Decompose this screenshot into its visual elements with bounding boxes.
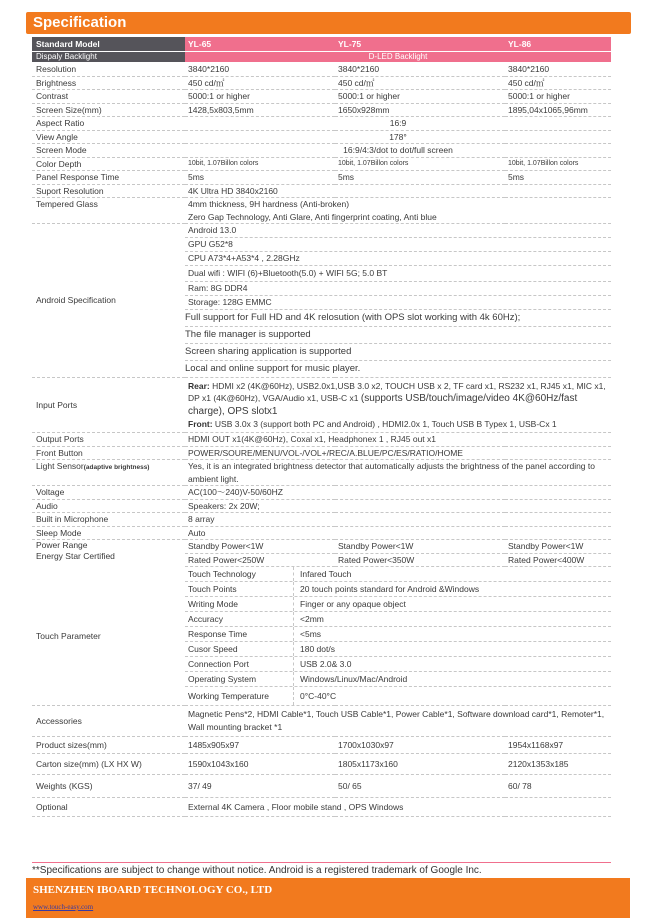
touch-param-value: 20 touch points standard for Android &Windows — [300, 584, 480, 594]
cell-value: 1700x1030x97 — [335, 737, 505, 754]
cell-value: 5000:1 or higher — [335, 90, 505, 104]
row-label: Aspect Ratio — [32, 117, 185, 131]
android-line: Android 13.0 — [185, 224, 611, 238]
rated-power: Rated Power<250W — [188, 554, 265, 565]
footer-bar — [26, 878, 630, 918]
cell-value: HDMI OUT x1(4K@60Hz), Coxal x1, Headphonex 1 , RJ45 out x1 — [185, 433, 611, 447]
cell-value: 8 array — [185, 513, 611, 527]
touch-param-row — [185, 657, 611, 672]
power-col — [185, 540, 335, 567]
model-yl75: YL-75 — [335, 37, 505, 52]
row-label: Suport Resolution — [32, 184, 185, 198]
cell-value: External 4K Camera , Floor mobile stand , OPS Windows — [185, 798, 611, 817]
table-row — [32, 433, 611, 447]
android-line: GPU G52*8 — [185, 238, 611, 252]
touch-param-key: Response Time — [185, 627, 294, 641]
cell-value: 37/ 49 — [185, 775, 335, 798]
row-label: Built in Microphone — [32, 513, 185, 527]
row-label: View Angle — [32, 130, 185, 144]
cell-value: 10bit, 1.07Billon colors — [185, 157, 335, 171]
row-label: Color Depth — [32, 157, 185, 171]
table-row — [32, 567, 611, 706]
rear-label: Rear: — [188, 381, 210, 391]
cell-value: 1650x928mm — [335, 103, 505, 117]
energy-star-label: Energy Star Certified — [36, 551, 115, 561]
touch-param-row — [185, 567, 611, 582]
row-label: Input Ports — [32, 378, 185, 433]
row-label: Output Ports — [32, 433, 185, 447]
cell-value: 450 cd/㎡ — [505, 76, 611, 90]
touch-param-key: Connection Port — [185, 657, 294, 671]
row-label: Brightness — [32, 76, 185, 90]
touch-param-row — [185, 687, 611, 705]
cell-value: 10bit, 1.07Billon colors — [335, 157, 505, 171]
table-row — [32, 103, 611, 117]
table-row — [32, 798, 611, 817]
cell-value: 3840*2160 — [505, 63, 611, 77]
company-name: SHENZHEN IBOARD TECHNOLOGY CO., LTD — [33, 884, 273, 896]
model-header-row — [32, 37, 611, 52]
cell-value: POWER/SOURE/MENU/VOL-/VOL+/REC/A.BLUE/PC/ES/RATIO/HOME — [185, 446, 611, 460]
spec-table — [32, 37, 611, 817]
table-row — [32, 526, 611, 540]
front-text: USB 3.0x 3 (support both PC and Android) , HDMI2.0x 1, Touch USB B Typex 1, USB-Cx 1 — [214, 419, 557, 429]
android-line: Local and online support for music player. — [185, 363, 361, 374]
row-label: Screen Mode — [32, 144, 185, 158]
power-col — [335, 540, 505, 567]
row-label — [32, 540, 185, 567]
row-label: Contrast — [32, 90, 185, 104]
row-label: Carton size(mm) (LX HX W) — [32, 754, 185, 775]
spec-header-bar — [26, 12, 631, 34]
front-label: Front: — [188, 419, 213, 429]
page-title: Specification — [33, 14, 127, 31]
touch-param-key: Operating System — [185, 672, 294, 686]
touch-param-row — [185, 597, 611, 612]
standby-power: Standby Power<1W — [335, 540, 505, 554]
cell-value: 16:9 — [185, 117, 611, 131]
backlight-row — [32, 52, 611, 63]
table-row — [32, 63, 611, 77]
touch-param-value: 180 dot/s — [300, 644, 335, 654]
cell-value: 178° — [185, 130, 611, 144]
cell-value: 1485x905x97 — [185, 737, 335, 754]
row-label: Audio — [32, 499, 185, 513]
input-ports-value — [185, 378, 611, 433]
rated-power: Rated Power<400W — [508, 554, 585, 565]
table-row — [32, 513, 611, 527]
table-row — [32, 224, 611, 378]
touch-param-value: USB 2.0& 3.0 — [300, 659, 352, 669]
android-line: Dual wifi : WIFI (6)+Bluetooth(5.0) + WIFI 5G; 5.0 BT — [185, 266, 611, 282]
footer-divider — [32, 862, 611, 863]
row-label: Tempered Glass — [32, 198, 185, 224]
touch-param-value: Infared Touch — [300, 569, 352, 579]
standby-power: Standby Power<1W — [185, 540, 335, 554]
glass-line: Zero Gap Technology, Anti Glare, Anti fingerprint coating, Anti blue — [188, 211, 437, 222]
touch-param-key: Working Temperature — [185, 687, 294, 705]
table-row — [32, 754, 611, 775]
touch-param-value: 0°C-40°C — [300, 691, 337, 701]
row-label: Screen Size(mm) — [32, 103, 185, 117]
row-label — [32, 460, 185, 486]
android-line: The file manager is supported — [185, 327, 611, 344]
touch-param-value: <2mm — [300, 614, 324, 624]
row-label: Touch Parameter — [32, 567, 185, 706]
cell-value: 450 cd/㎡ — [335, 76, 505, 90]
row-label: Panel Response Time — [32, 171, 185, 185]
table-row — [32, 171, 611, 185]
cell-value: Speakers: 2x 20W; — [185, 499, 611, 513]
disclaimer-note: **Specifications are subject to change without notice. Android is a registered trademark of Google Inc. — [32, 865, 482, 876]
standard-model-label: Standard Model — [32, 37, 185, 52]
table-row — [32, 130, 611, 144]
table-row — [32, 775, 611, 798]
android-line: Full support for Full HD and 4K relosution (with OPS slot working with 4k 60Hz); — [185, 310, 611, 327]
row-label: Dispaly Backlight — [32, 52, 185, 63]
touch-param-row — [185, 627, 611, 642]
table-row — [32, 184, 611, 198]
row-label: Optional — [32, 798, 185, 817]
cell-value: 50/ 65 — [335, 775, 505, 798]
android-line: Storage: 128G EMMC — [185, 296, 611, 310]
table-row — [32, 446, 611, 460]
row-label: Product sizes(mm) — [32, 737, 185, 754]
cell-value: 16:9/4:3/dot to dot/full screen — [185, 144, 611, 158]
row-label: Resolution — [32, 63, 185, 77]
light-sensor-sublabel: (adaptive brightness) — [83, 464, 150, 471]
table-row — [32, 157, 611, 171]
table-row — [32, 499, 611, 513]
touch-param-value: Windows/Linux/Mac/Android — [300, 674, 408, 684]
row-label: Accessories — [32, 706, 185, 737]
cell-value: 450 cd/㎡ — [185, 76, 335, 90]
model-yl86: YL-86 — [505, 37, 611, 52]
standby-power: Standby Power<1W — [505, 540, 611, 554]
cell-value: 5000:1 or higher — [185, 90, 335, 104]
touch-param-key: Cusor Speed — [185, 642, 294, 656]
company-link[interactable]: www.touch-easy.com — [33, 903, 94, 911]
cell-value: 5ms — [505, 171, 611, 185]
cell-value: 2120x1353x185 — [505, 754, 611, 775]
row-label: Front Button — [32, 446, 185, 460]
table-row — [32, 117, 611, 131]
touch-param-row — [185, 672, 611, 687]
row-label: Weights (KGS) — [32, 775, 185, 798]
table-row — [32, 76, 611, 90]
table-row — [32, 378, 611, 433]
cell-value: 3840*2160 — [185, 63, 335, 77]
cell-value: 1954x1168x97 — [505, 737, 611, 754]
table-row — [32, 706, 611, 737]
cell-value: 1895,04x1065,96mm — [505, 103, 611, 117]
touch-param-row — [185, 582, 611, 597]
model-yl65: YL-65 — [185, 37, 335, 52]
cell-value: 3840*2160 — [335, 63, 505, 77]
touch-param-value: <5ms — [300, 629, 322, 639]
table-row — [32, 90, 611, 104]
spec-table-container — [32, 37, 611, 817]
cell-value: Auto — [185, 526, 611, 540]
android-line: CPU A73*4+A53*4 , 2.28GHz — [185, 252, 611, 266]
rated-power: Rated Power<350W — [338, 554, 415, 565]
touch-param-key: Writing Mode — [185, 597, 294, 611]
touch-params — [185, 567, 611, 706]
cell-value: 5000:1 or higher — [505, 90, 611, 104]
glass-values — [185, 198, 611, 224]
touch-param-row — [185, 642, 611, 657]
cell-value: AC(100～240)V-50/60HZ — [185, 486, 611, 500]
table-row — [32, 540, 611, 567]
row-label: Sleep Mode — [32, 526, 185, 540]
cell-value: 1428,5x803,5mm — [185, 103, 335, 117]
cell-value: 1805x1173x160 — [335, 754, 505, 775]
table-row — [32, 460, 611, 486]
touch-param-key: Accuracy — [185, 612, 294, 626]
rear-extra: (supports USB/touch/image/video 4K@60Hz/fast charge), OPS slotx1 — [188, 393, 578, 417]
table-row — [32, 198, 611, 224]
android-values — [185, 224, 611, 378]
cell-value: Yes, it is an integrated brightness detector that automatically adjusts the brightness of the panel according to ambient light. — [185, 460, 611, 486]
cell-value: 10bit, 1.07Billon colors — [505, 157, 611, 171]
cell-value: 5ms — [335, 171, 505, 185]
cell-value: 4K Ultra HD 3840x2160 — [185, 184, 611, 198]
cell-value: 60/ 78 — [505, 775, 611, 798]
touch-param-key: Touch Technology — [185, 567, 294, 581]
android-line: Ram: 8G DDR4 — [185, 282, 611, 296]
power-range-label: Power Range — [36, 540, 88, 550]
touch-param-row — [185, 612, 611, 627]
row-label: Android Specification — [32, 224, 185, 378]
cell-value: 5ms — [185, 171, 335, 185]
table-row — [32, 486, 611, 500]
touch-param-value: Finger or any opaque object — [300, 599, 406, 609]
power-col — [505, 540, 611, 567]
touch-param-key: Touch Points — [185, 582, 294, 596]
android-line: Screen sharing application is supported — [185, 344, 611, 361]
light-sensor-label: Light Sensor — [36, 461, 84, 471]
rear-text: HDMI x2 (4K@60Hz), USB2.0x1,USB 3.0 x2, TOUCH USB x 2, TF card x1, RS232 x1, RJ45 x1, MIC x1, DP x1 (4K@60Hz), VGA/Audio x1, USB-C x1 — [188, 381, 606, 403]
row-label: Voltage — [32, 486, 185, 500]
table-row — [32, 737, 611, 754]
cell-value: Magnetic Pens*2, HDMI Cable*1, Touch USB Cable*1, Power Cable*1, Software download card*1, Remoter*1, Wall mounting bracket *1 — [185, 706, 611, 737]
glass-line: 4mm thickness, 9H hardness (Anti-broken) — [188, 199, 350, 209]
backlight-value: D-LED Backlight — [185, 52, 611, 63]
cell-value: 1590x1043x160 — [185, 754, 335, 775]
table-row — [32, 144, 611, 158]
